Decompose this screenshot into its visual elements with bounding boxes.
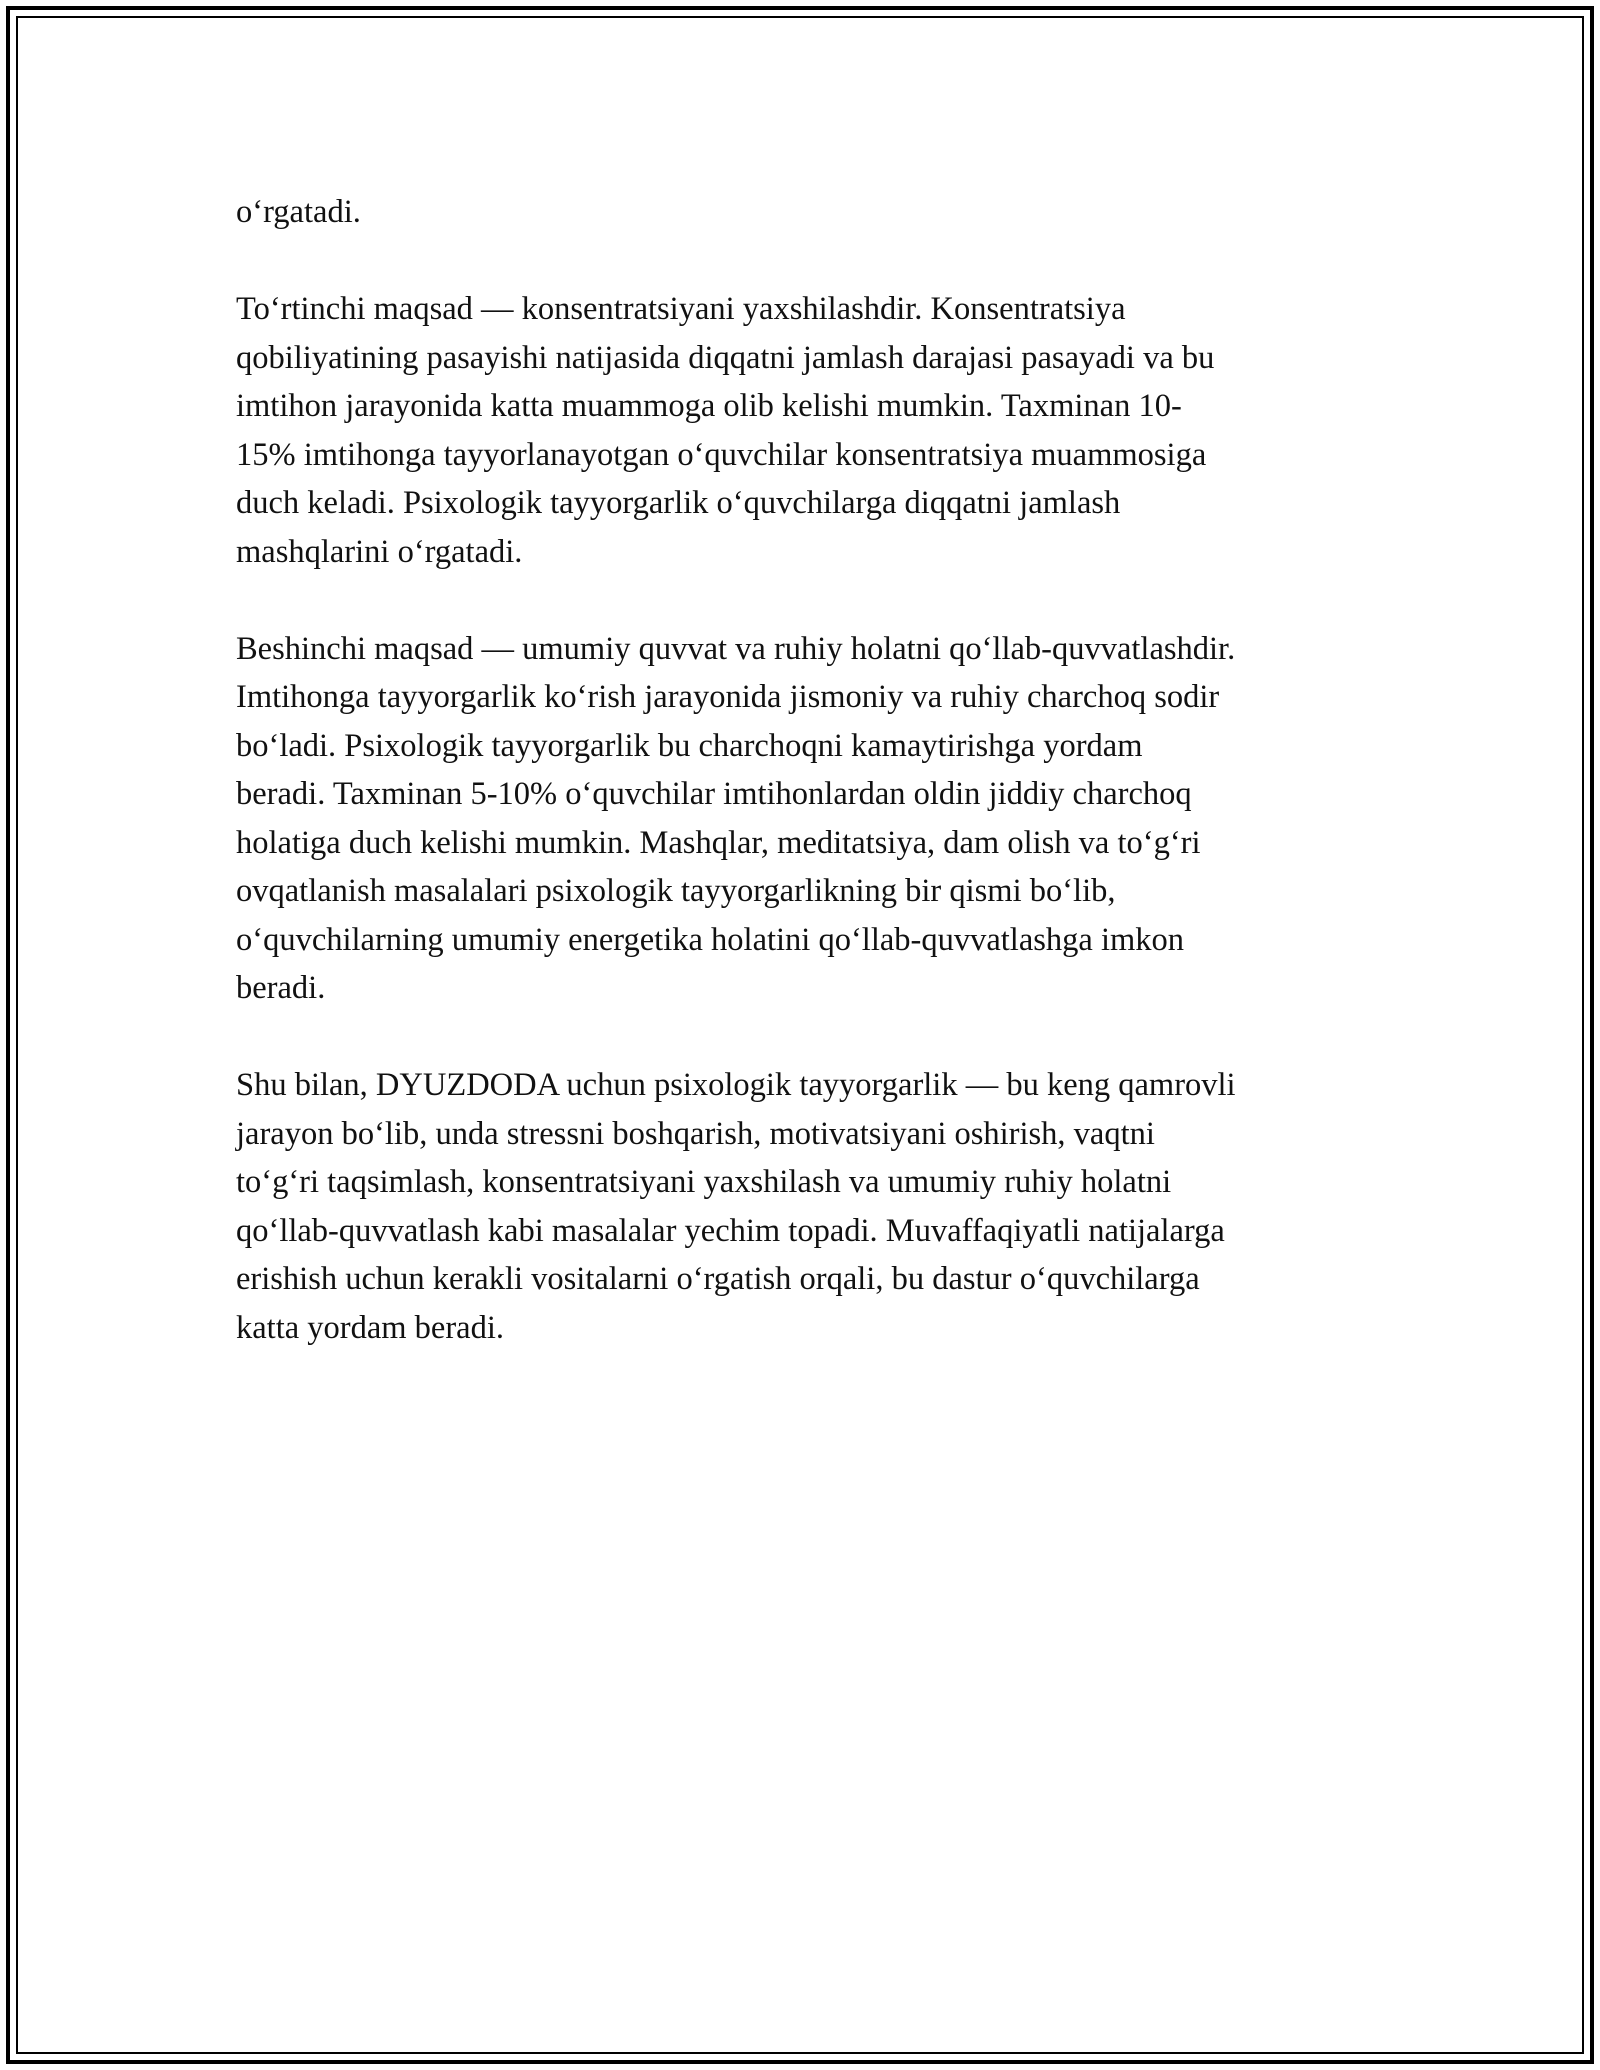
paragraph-continuation	[236, 188, 1386, 237]
document-body	[236, 188, 1386, 1401]
text-line: ovqatlanish masalalari psixologik tayyorgarlikning bir qismi bo‘lib,	[236, 873, 1116, 909]
text-line: bo‘ladi. Psixologik tayyorgarlik bu charchoqni kamaytirishga yordam	[236, 727, 1143, 764]
text-line: mashqlarini o‘rgatadi.	[236, 533, 523, 570]
text-line: duch keladi. Psixologik tayyorgarlik o‘quvchilarga diqqatni jamlash	[236, 485, 1121, 521]
text-line: 15% imtihonga tayyorlanayotgan o‘quvchilar konsentratsiya muammosiga	[236, 436, 1207, 473]
paragraph-conclusion	[236, 1061, 1386, 1352]
text-line: Shu bilan, DYUZDODA uchun psixologik tayyorgarlik — bu keng qamrovli	[236, 1067, 1236, 1103]
text-line: imtihon jarayonida katta muammoga olib kelishi mumkin. Taxminan 10-	[236, 388, 1182, 424]
text-line: qobiliyatining pasayishi natijasida diqqatni jamlash darajasi pasayadi va bu	[236, 339, 1215, 376]
text-line: To‘rtinchi maqsad — konsentratsiyani yaxshilashdir. Konsentratsiya	[236, 291, 1126, 327]
text-line: qo‘llab-quvvatlash kabi masalalar yechim topadi. Muvaffaqiyatli natijalarga	[236, 1212, 1225, 1249]
text-line: jarayon bo‘lib, unda stressni boshqarish, motivatsiyani oshirish, vaqtni	[236, 1115, 1155, 1152]
text-line: o‘rgatadi.	[236, 194, 361, 230]
text-line: Beshinchi maqsad — umumiy quvvat va ruhiy holatni qo‘llab-quvvatlashdir.	[236, 630, 1236, 667]
text-line: beradi.	[236, 970, 326, 1006]
paragraph-fifth-goal	[236, 625, 1386, 1013]
text-line: to‘g‘ri taqsimlash, konsentratsiyani yaxshilash va umumiy ruhiy holatni	[236, 1164, 1172, 1200]
text-line: o‘quvchilarning umumiy energetika holatini qo‘llab-quvvatlashga imkon	[236, 921, 1185, 958]
paragraph-fourth-goal	[236, 285, 1386, 576]
text-line: beradi. Taxminan 5-10% o‘quvchilar imtihonlardan oldin jiddiy charchoq	[236, 776, 1192, 812]
text-line: katta yordam beradi.	[236, 1309, 505, 1346]
text-line: holatiga duch kelishi mumkin. Mashqlar, meditatsiya, dam olish va to‘g‘ri	[236, 824, 1201, 861]
text-line: erishish uchun kerakli vositalarni o‘rgatish orqali, bu dastur o‘quvchilarga	[236, 1261, 1200, 1297]
text-line: Imtihonga tayyorgarlik ko‘rish jarayonida jismoniy va ruhiy charchoq sodir	[236, 679, 1220, 715]
